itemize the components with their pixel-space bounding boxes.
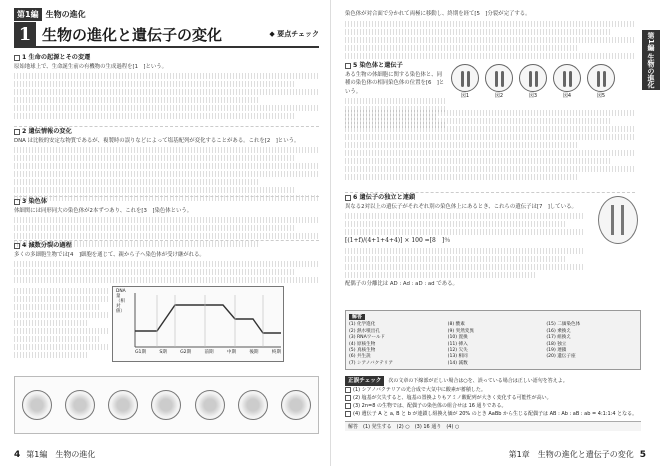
continued-body: 染色体が対合面で分かれて両極に移動し、終期を経て[5 ]分裂が完了する。 xyxy=(345,11,531,17)
linkage-chromosome-figure xyxy=(598,196,638,244)
left-header xyxy=(14,8,86,21)
tf-item: (3) 2n=8 の生物では、配偶子の染色体の組合せは 16 通りである。 xyxy=(353,403,507,409)
figure-label: 図5 xyxy=(596,93,606,99)
answer-item: (5) 真核生物 xyxy=(349,348,376,354)
checkbox-icon[interactable] xyxy=(345,411,351,417)
answer-item: (11) 挿入 xyxy=(447,341,468,347)
section-body: 体細関には同形同大の染色体が2本ずつあり、これを[3 ]染色体という。 xyxy=(14,207,193,214)
key-points-label: ◆ 要点チェック xyxy=(269,30,319,38)
section-independence-linkage xyxy=(345,194,585,288)
graph-x-labels xyxy=(135,349,281,355)
cell-image xyxy=(238,390,268,420)
side-tab: 第1編 生物の進化 xyxy=(642,30,660,90)
footer-text: 第1編 生物の進化 xyxy=(26,450,96,459)
graph-x-tick: G1期 xyxy=(135,350,147,355)
checkbox-icon[interactable] xyxy=(345,195,351,201)
graph-x-tick: S期 xyxy=(159,350,167,355)
section-meiosis xyxy=(14,242,319,285)
page-number: 5 xyxy=(639,449,646,460)
meiosis-cells-figure xyxy=(14,376,319,434)
dna-amount-graph xyxy=(112,286,284,362)
checkbox-icon[interactable] xyxy=(345,395,351,401)
answer-item: (16) 乗換え xyxy=(546,328,571,334)
checkbox-icon[interactable] xyxy=(14,55,20,61)
answer-item: (9) 突然変異 xyxy=(447,328,474,334)
answer-item: (2) 熱水噴出孔 xyxy=(349,328,380,334)
section-genetic-info-change xyxy=(14,128,319,203)
chromosome-figures xyxy=(451,64,615,99)
page-number: 4 xyxy=(14,449,21,460)
answer-item: (6) 共生説 xyxy=(349,354,371,360)
answer-item: (8) 酸素 xyxy=(447,322,465,328)
part-title: 生物の進化 xyxy=(45,10,86,19)
answer-item: (17) 組換え xyxy=(546,335,571,341)
section-origin-of-life xyxy=(14,54,319,121)
left-footer xyxy=(14,449,95,460)
answer-item: (12) 欠失 xyxy=(447,348,468,354)
figure-label: 図2 xyxy=(494,93,504,99)
section-body: ある生物の体細胞に関する染色体と、同種の染色体の相同染色体の位置を[6 ]という。 xyxy=(345,71,445,95)
answer-item: (10) 置換 xyxy=(447,335,468,341)
cell-image xyxy=(195,390,225,420)
tf-title: 正誤チェック xyxy=(345,376,384,386)
checkbox-icon[interactable] xyxy=(14,199,20,205)
answer-item: (14) 減数 xyxy=(447,360,468,366)
checkbox-icon[interactable] xyxy=(14,243,20,249)
figure-label: 図4 xyxy=(562,93,572,99)
right-footer xyxy=(509,449,646,460)
footer-text: 第1章 生物の進化と遺伝子の変化 xyxy=(508,450,634,459)
section-body: 原始地球上で、生命誕生前の有機物の生成過程を[1 ]という。 xyxy=(14,63,168,70)
chapter-number: 1 xyxy=(14,22,36,46)
true-false-check xyxy=(345,376,641,431)
tf-lead: 次の文章の下線部が正しい場合は○を、誤っている場合は正しい語句を答えよ。 xyxy=(388,378,568,384)
checkbox-icon[interactable] xyxy=(345,403,351,409)
answer-title: 解答 xyxy=(349,314,365,320)
section-heading: 6 遺伝子の独立と連鎖 xyxy=(353,194,416,201)
tf-answers: 解答 (1) 発生する (2) ○ (3) 16 通り (4) ○ xyxy=(345,421,641,431)
section-body: 異なる2対以上の遺伝子がそれぞれ別の染色体上にあるとき、これらの遺伝子は[7 ]している。 xyxy=(345,203,577,210)
answer-item: (20) 遺伝子座 xyxy=(546,354,576,360)
tf-item: (2) 塩基が欠失すると、塩基の置換よりもアミノ酸配列が大きく変化する可能性が高い。 xyxy=(353,395,552,401)
cell-image xyxy=(22,390,52,420)
figure-label: 図1 xyxy=(460,93,470,99)
tf-item: (1) シアノバクテリアの光合成で大気中に酸素が蓄積した。 xyxy=(353,387,486,393)
cell-image xyxy=(108,390,138,420)
section-heading: 5 染色体と遺伝子 xyxy=(353,62,403,69)
answer-grid xyxy=(349,322,637,367)
graph-x-tick: 後期 xyxy=(249,350,259,355)
graph-x-tick: G2期 xyxy=(180,350,192,355)
chromosome-cell xyxy=(519,64,547,92)
answer-item: (19) 連鎖 xyxy=(546,348,567,354)
section-heading: 1 生命の起源とその変遷 xyxy=(22,54,91,61)
section-heading: 3 染色体 xyxy=(22,198,48,205)
chromosome-cell xyxy=(451,64,479,92)
checkbox-icon[interactable] xyxy=(345,387,351,393)
right-page xyxy=(330,0,660,466)
part-tag: 第1編 xyxy=(14,8,42,21)
answer-item: (3) RNAワールド xyxy=(349,335,386,341)
cell-image xyxy=(281,390,311,420)
chromosome-cell xyxy=(485,64,513,92)
graph-x-tick: 前期 xyxy=(204,350,214,355)
graph-x-tick: 中期 xyxy=(226,350,237,355)
recombination-formula: [(1+f)/(4+1+4+4)] × 100 =[8 ]％ xyxy=(345,237,451,245)
chromosome-cell xyxy=(553,64,581,92)
answer-item: (15) 二価染色体 xyxy=(546,322,581,328)
continued-text xyxy=(345,10,635,61)
formula-tail: 配偶子の分離比は AD : Ad : aD : ad である。 xyxy=(345,280,458,287)
chapter-title-bar xyxy=(14,22,319,48)
section-chromosome-gene-cont xyxy=(345,108,635,182)
section-heading: 4 減数分裂の過程 xyxy=(22,242,72,249)
cell-image xyxy=(151,390,181,420)
answer-item: (7) シアノバクテリア xyxy=(349,360,393,366)
section-body: DNA は比較的安定な物質であるが、複製時の誤りなどによって塩基配列が変化することがある。これを[2 ]という。 xyxy=(14,137,300,144)
answer-item: (4) 原核生物 xyxy=(349,341,376,347)
section-heading: 2 遺伝情報の変化 xyxy=(22,128,72,135)
section-body: 多くの多細胞生物では[4 ]細胞を通じて、親から子へ染色体が受け継がれる。 xyxy=(14,251,205,258)
answer-item: (1) 化学進化 xyxy=(349,322,376,328)
meiosis-text-col xyxy=(14,286,108,360)
cell-image xyxy=(65,390,95,420)
answer-item: (13) 相同 xyxy=(447,354,468,360)
checkbox-icon[interactable] xyxy=(14,129,20,135)
chapter-title: 生物の進化と遺伝子の変化 xyxy=(42,25,223,44)
graph-y-label: DNA量（相対値） xyxy=(116,289,126,314)
checkbox-icon[interactable] xyxy=(345,63,351,69)
chromosome-cell xyxy=(587,64,615,92)
tf-item: (4) 遺伝子 A と a, B と b が連鎖し組換え価が 20% のとき AaBb から生じる配偶子は AB : Ab : aB : ab = 4:1:1:4 となる。 xyxy=(353,411,638,417)
graph-x-tick: 終期 xyxy=(271,350,281,355)
answer-item: (18) 独立 xyxy=(546,341,567,347)
answer-box xyxy=(345,310,641,370)
figure-label: 図3 xyxy=(528,93,538,99)
